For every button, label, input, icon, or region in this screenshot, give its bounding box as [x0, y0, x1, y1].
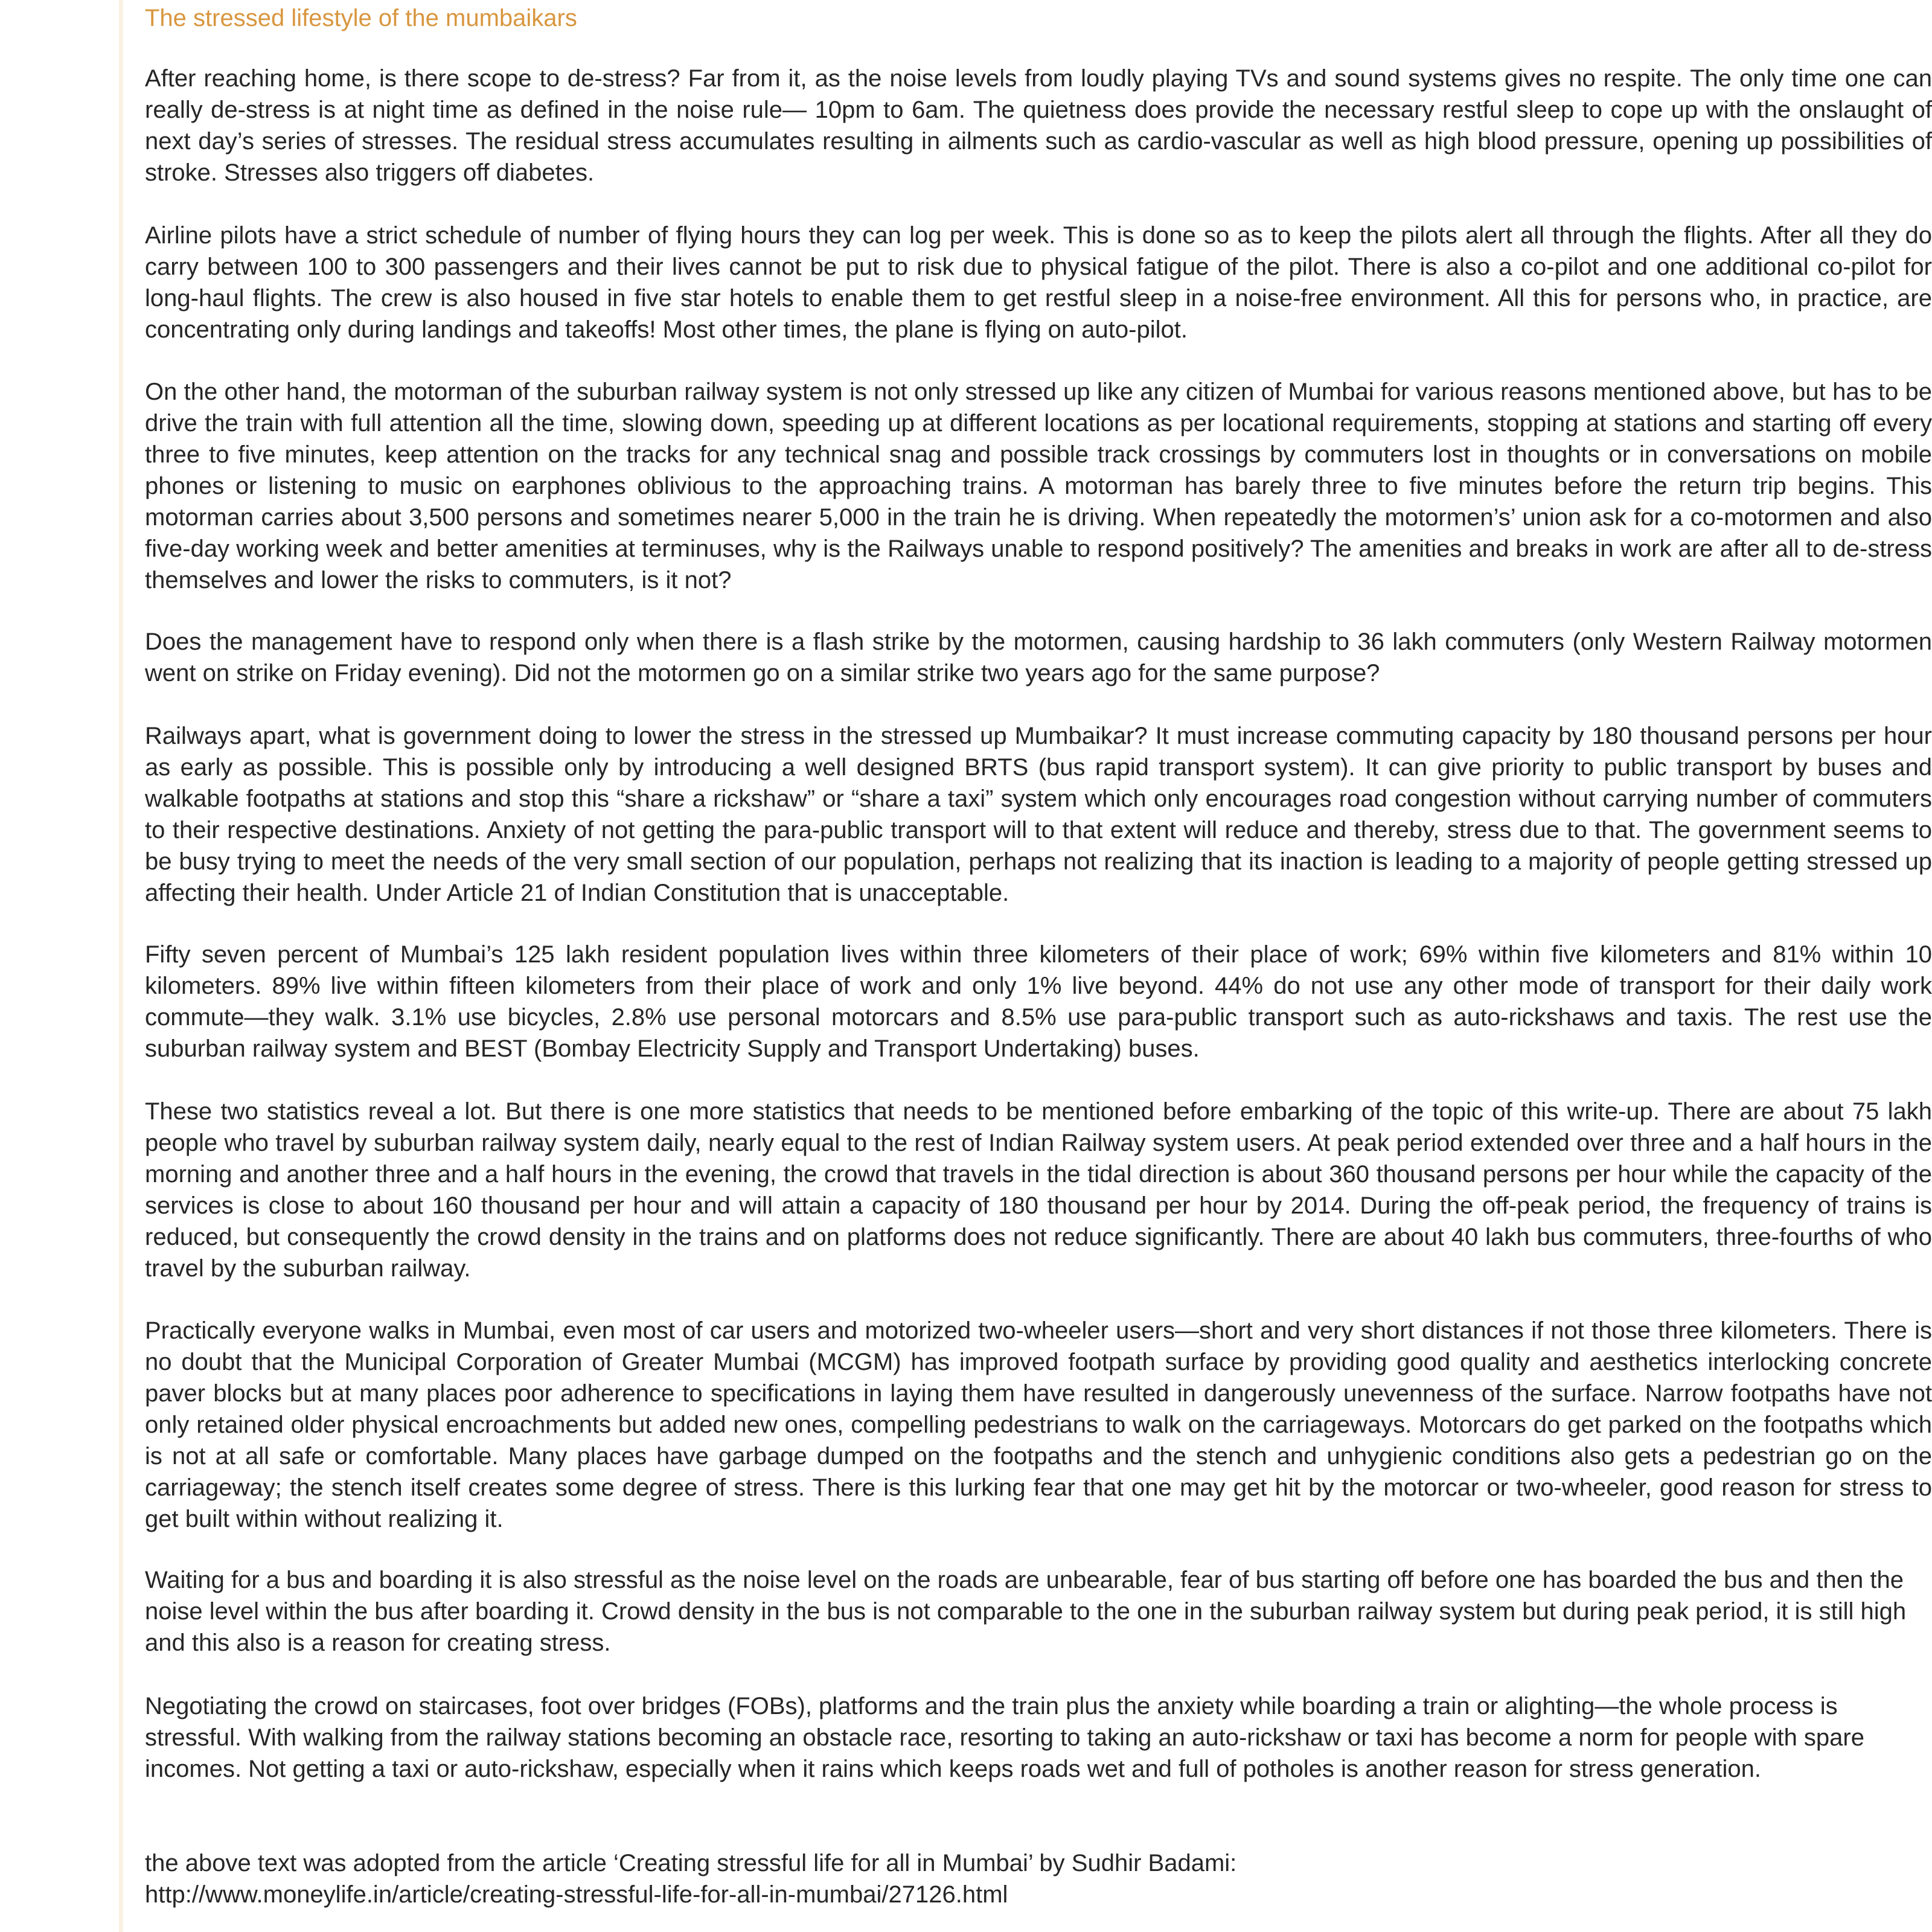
paragraph-bus: Waiting for a bus and boarding it is also stressful as the noise level on the roads are unbearable, fear of bus starting off before one has boarded the bus and then the noise level within the bus after boarding it. Crowd density in the bus is not comparable to the one in the suburban railway system but during peak period, it is still high and this also is a reason for creating stress. [145, 1567, 1907, 1656]
paragraph-statistics: Fifty seven percent of Mumbai’s 125 lakh resident population lives within three kilometers of their place of work; 69% within five kilometers and 81% within 10 kilometers. 89% live within fifteen kilometers from their place of work and only 1% live beyond. 44% do not use any other mode of transport for their daily work commute—they walk. 3.1% use bicycles, 2.8% use personal motorcars and 8.5% use para-public transport such as auto-rickshaws and taxis. The rest use the suburban railway system and BEST (Bombay Electricity Supply and Transport Undertaking) buses. [145, 941, 1932, 1062]
paragraph-airline-pilots: Airline pilots have a strict schedule of number of flying hours they can log per week. This is done so as to keep the pilots alert all through the flights. After all they do carry between 100 to 300 passengers and their lives cannot be put to risk due to physical fatigue of the pilot. There is also a co-pilot and one additional co-pilot for long-haul flights. The crew is also housed in five star hotels to enable them to get restful sleep in a noise-free environment. All this for persons who, in practice, are concentrating only during landings and takeoffs! Most other times, the plane is flying on auto-pilot. [145, 222, 1932, 343]
paragraph-motorman: On the other hand, the motorman of the suburban railway system is not only stressed up like any citizen of Mumbai for various reasons mentioned above, but has to be drive the train with full attention all the time, slowing down, speeding up at different locations as per locational requirements, stopping at stations and starting off every three to five minutes, keep attention on the tracks for any technical snag and possible track crossings by commuters lost in thoughts or in conversations on mobile phones or listening to music on earphones oblivious to the approaching trains. A motorman has barely three to five minutes before the return trip begins. This motorman carries about 3,500 persons and sometimes nearer 5,000 in the train he is driving. When repeatedly the motormen’s’ union ask for a co-motormen and also five-day working week and better amenities at terminuses, why is the Railways unable to respond positively? The amenities and breaks in work are after all to de-stress themselves and lower the risks to commuters, is it not? [145, 379, 1932, 593]
article-heading: The stressed lifestyle of the mumbaikars [145, 5, 577, 31]
paragraph-walking: Practically everyone walks in Mumbai, even most of car users and motorized two-wheeler users—short and very short distances if not those three kilometers. There is no doubt that the Municipal Corporation of Greater Mumbai (MCGM) has improved footpath surface by providing good quality and aesthetics interlocking concrete paver blocks but at many places poor adherence to specifications in laying them have resulted in dangerously unevenness of the surface. Narrow footpaths have not only retained older physical encroachments but added new ones, compelling pedestrians to walk on the carriageways. Motorcars do get parked on the footpaths which is not at all safe or comfortable. Many places have garbage dumped on the footpaths and the stench and unhygienic conditions also gets a pedestrian go on the carriageway; the stench itself creates some degree of stress. There is this lurking fear that one may get hit by the motorcar or two-wheeler, good reason for stress to get built within without realizing it. [145, 1317, 1932, 1532]
source-credit [145, 1847, 1932, 1910]
paragraph-home-noise: After reaching home, is there scope to de-stress? Far from it, as the noise levels from loudly playing TVs and sound systems gives no respite. The only time one can really de-stress is at night time as defined in the noise rule— 10pm to 6am. The quietness does provide the necessary restful sleep to cope up with the onslaught of next day’s series of stresses. The residual stress accumulates resulting in ailments such as cardio-vascular as well as high blood pressure, opening up possibilities of stroke. Stresses also triggers off diabetes. [145, 65, 1932, 186]
article-page [145, 0, 1932, 1932]
paragraph-government: Railways apart, what is government doing to lower the stress in the stressed up Mumbaikar? It must increase commuting capacity by 180 thousand persons per hour as early as possible. This is possible only by introducing a well designed BRTS (bus rapid transport system). It can give priority to public transport by buses and walkable footpaths at stations and stop this “share a rickshaw” or “share a taxi” system which only encourages road congestion without carrying number of commuters to their respective destinations. Anxiety of not getting the para-public transport will to that extent will reduce and thereby, stress due to that. The government seems to be busy trying to meet the needs of the very small section of our population, perhaps not realizing that its inaction is leading to a majority of people getting stressed up affecting their health. Under Article 21 of Indian Constitution that is unacceptable. [145, 723, 1932, 906]
source-url: http://www.moneylife.in/article/creating-stressful-life-for-all-in-mumbai/27126.html [145, 1881, 1008, 1908]
left-margin-rule [119, 0, 123, 1932]
paragraph-suburban-railway: These two statistics reveal a lot. But there is one more statistics that needs to be mentioned before embarking of the topic of this write-up. There are about 75 lakh people who travel by suburban railway system daily, nearly equal to the rest of Indian Railway system users. At peak period extended over three and a half hours in the morning and another three and a half hours in the evening, the crowd that travels in the tidal direction is about 360 thousand persons per hour while the capacity of the services is close to about 160 thousand per hour and will attain a capacity of 180 thousand per hour by 2014. During the off-peak period, the frequency of trains is reduced, but consequently the crowd density in the trains and on platforms does not reduce significantly. There are about 40 lakh bus commuters, three-fourths of who travel by the suburban railway. [145, 1098, 1932, 1282]
paragraph-management-strike: Does the management have to respond only when there is a flash strike by the motormen, causing hardship to 36 lakh commuters (only Western Railway motormen went on strike on Friday evening). Did not the motormen go on a similar strike two years ago for the same purpose? [145, 629, 1932, 686]
credit-line: the above text was adopted from the article ‘Creating stressful life for all in Mumbai’ by Sudhir Badami: [145, 1850, 1237, 1876]
paragraph-crowd: Negotiating the crowd on staircases, foot over bridges (FOBs), platforms and the train plus the anxiety while boarding a train or alighting—the whole process is stressful. With walking from the railway stations becoming an obstacle race, resorting to taking an auto-rickshaw or taxi has become a norm for people with spare incomes. Not getting a taxi or auto-rickshaw, especially when it rains which keeps roads wet and full of potholes is another reason for stress generation. [145, 1693, 1864, 1782]
